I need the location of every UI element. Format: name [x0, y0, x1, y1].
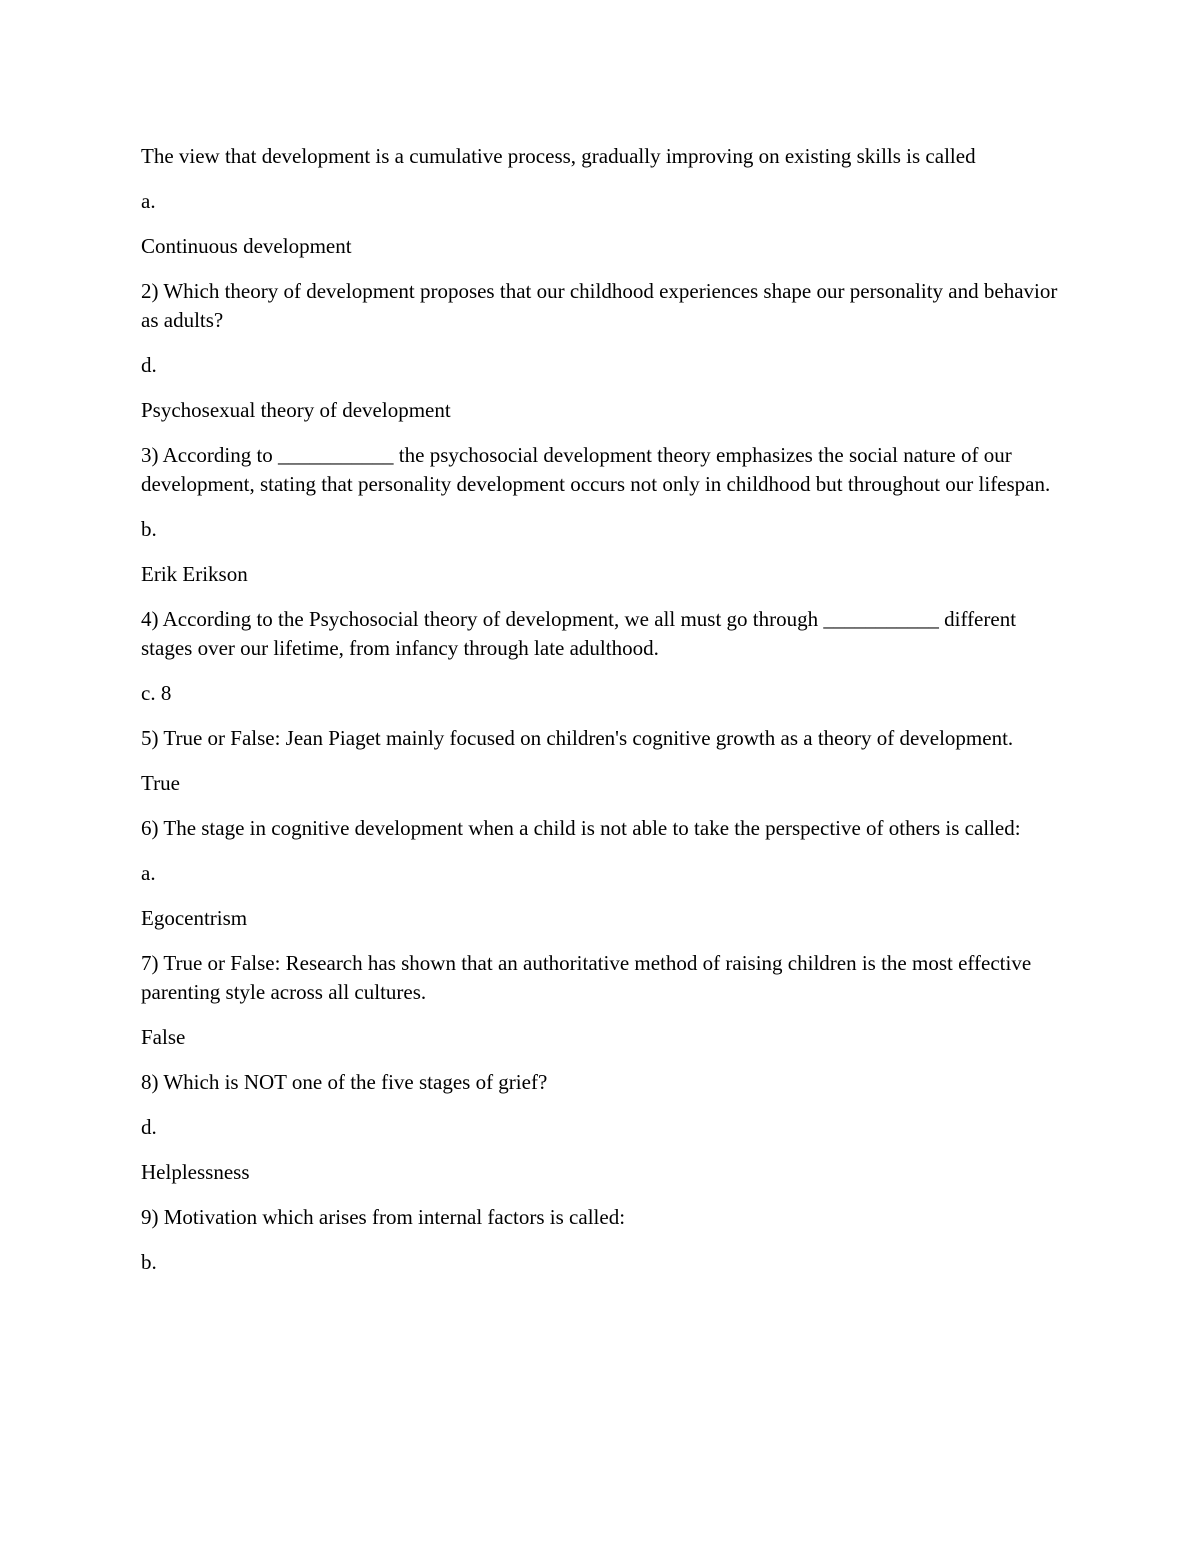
- question-2-text: 2) Which theory of development proposes that our childhood experiences shape our personality and behavior as adults?: [141, 279, 1058, 332]
- document-body: [141, 142, 1066, 1293]
- question-7-text: 7) True or False: Research has shown that an authoritative method of raising children is the most effective parenting style across all cultures.: [141, 951, 1032, 1004]
- answer-3-text: Erik Erikson: [141, 562, 248, 586]
- answer-4-text: c. 8: [141, 681, 172, 705]
- answer-5-text: True: [141, 771, 180, 795]
- question-3-text: 3) According to ___________ the psychosocial development theory emphasizes the social nature of our development, stating that personality development occurs not only in childhood but throughout our lifespan.: [141, 443, 1051, 496]
- answer-1-letter: a.: [141, 189, 156, 213]
- question-9-text: 9) Motivation which arises from internal factors is called:: [141, 1205, 626, 1229]
- answer-6-letter: a.: [141, 861, 156, 885]
- answer-1-text: Continuous development: [141, 234, 352, 258]
- answer-9-letter: b.: [141, 1250, 157, 1274]
- question-8-text: 8) Which is NOT one of the five stages of grief?: [141, 1070, 548, 1094]
- answer-8-letter: d.: [141, 1115, 157, 1139]
- answer-8-text: Helplessness: [141, 1160, 250, 1184]
- question-5-text: 5) True or False: Jean Piaget mainly focused on children's cognitive growth as a theory of development.: [141, 726, 1014, 750]
- answer-2-text: Psychosexual theory of development: [141, 398, 451, 422]
- answer-7-text: False: [141, 1025, 186, 1049]
- answer-6-text: Egocentrism: [141, 906, 248, 930]
- question-1-text: The view that development is a cumulative process, gradually improving on existing skills is called: [141, 144, 976, 168]
- answer-3-letter: b.: [141, 517, 157, 541]
- question-4-text: 4) According to the Psychosocial theory of development, we all must go through ___________ different stages over our lifetime, from infancy through late adulthood.: [141, 607, 1017, 660]
- answer-2-letter: d.: [141, 353, 157, 377]
- question-6-text: 6) The stage in cognitive development when a child is not able to take the perspective of others is called:: [141, 816, 1021, 840]
